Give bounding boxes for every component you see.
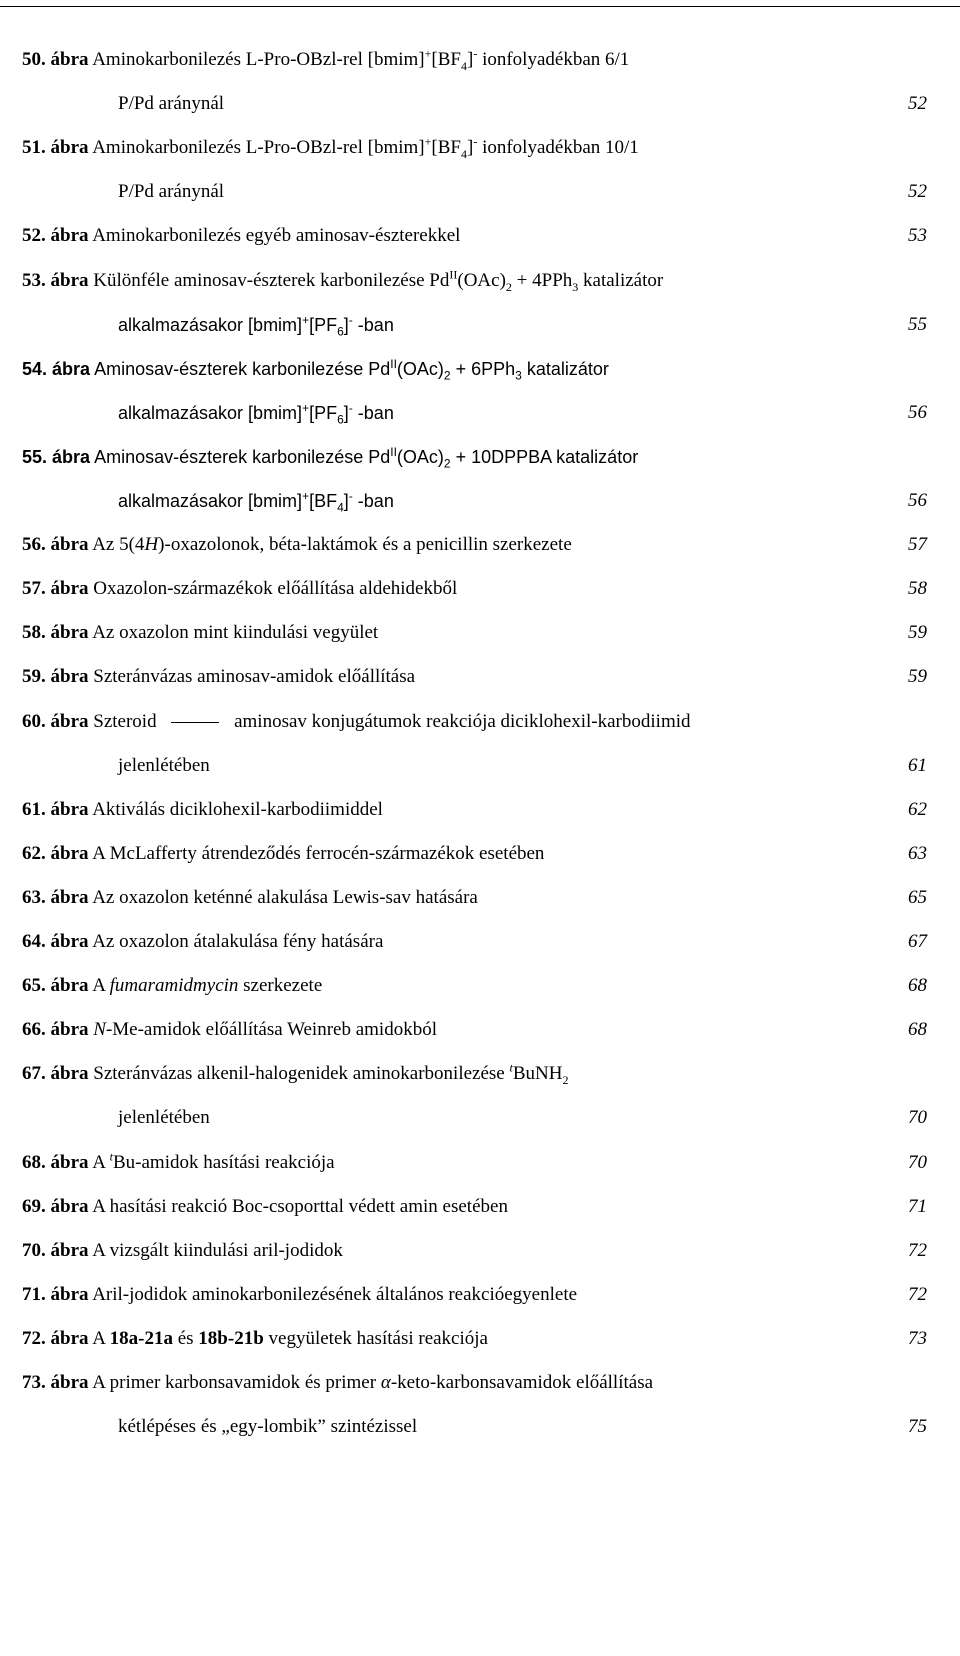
caption-text: Szteroid aminosav konjugátumok reakciója diciklohexil-karbodiimid bbox=[93, 710, 691, 732]
em-dash bbox=[171, 722, 219, 723]
caption-text: jelenlétében bbox=[118, 754, 210, 776]
figure-entry-line bbox=[22, 974, 927, 998]
caption-text: P/Pd aránynál bbox=[118, 181, 225, 203]
figure-entry-line bbox=[22, 930, 927, 954]
page-number: 72 bbox=[908, 1239, 927, 1261]
figure-caption bbox=[22, 710, 691, 734]
figure-number: 70. bbox=[22, 1239, 46, 1261]
caption-text: A vizsgált kiindulási aril-jodidok bbox=[92, 1239, 343, 1261]
figure-word: ábra bbox=[50, 137, 89, 159]
figure-word: ábra bbox=[50, 1372, 89, 1393]
figure-word: ábra bbox=[50, 931, 89, 952]
page-number: 71 bbox=[908, 1195, 927, 1217]
page-number: 72 bbox=[908, 1283, 927, 1305]
page-number: 67 bbox=[908, 931, 927, 952]
figure-word: ábra bbox=[50, 1063, 89, 1085]
figure-caption bbox=[118, 180, 224, 204]
figure-word: ábra bbox=[50, 225, 89, 247]
page-number: 56 bbox=[908, 490, 927, 511]
figure-entry-line bbox=[22, 48, 927, 72]
figure-caption bbox=[22, 842, 544, 866]
figure-number: 60. bbox=[22, 710, 46, 732]
caption-text: Oxazolon-származékok előállítása aldehidekből bbox=[93, 578, 458, 600]
figure-word: ábra bbox=[50, 842, 89, 864]
caption-text: Aminokarbonilezés L-Pro-OBzl-rel $[bmim]^+[BF_4]^-$ ionfolyadékban 10/1 bbox=[92, 134, 639, 161]
caption-text: Különféle aminosav-észterek karbonilezése $Pd^{II}(OAc)_2 + 4PPh_3$ katalizátor bbox=[93, 267, 664, 294]
figure-number: 64. bbox=[22, 931, 46, 952]
figure-caption bbox=[22, 136, 639, 160]
figure-entry-line bbox=[22, 1018, 927, 1042]
figure-caption bbox=[118, 1415, 417, 1439]
figure-word: ábra bbox=[50, 886, 89, 908]
figure-caption bbox=[22, 269, 663, 293]
page-number: 55 bbox=[908, 313, 927, 335]
figure-caption bbox=[22, 1239, 343, 1263]
page-number: 68 bbox=[908, 975, 927, 997]
caption-text: Aminokarbonilezés egyéb aminosav-észterekkel bbox=[92, 225, 461, 247]
page-number: 57 bbox=[908, 534, 927, 556]
figure-word: ábra bbox=[50, 666, 89, 688]
figure-number: 54. bbox=[22, 358, 48, 379]
figure-word: ábra bbox=[50, 1195, 89, 1217]
page-number: 52 bbox=[908, 181, 927, 203]
figure-number: 72. bbox=[22, 1327, 46, 1349]
figure-number: 61. bbox=[22, 798, 46, 820]
figure-entry-line bbox=[22, 754, 927, 778]
figure-number: 62. bbox=[22, 842, 46, 864]
caption-text: A hasítási reakció Boc-csoporttal védett amin esetében bbox=[92, 1195, 508, 1217]
caption-text: Aminosav-észterek karbonilezése $Pd^{II}(OAc)_2$ + 10DPPBA katalizátor bbox=[94, 444, 639, 471]
caption-text: Az oxazolon átalakulása fény hatására bbox=[92, 931, 384, 952]
caption-text: alkalmazásakor $[bmim]^+[BF_4]^-$ -ban bbox=[118, 489, 394, 515]
figure-number: 65. bbox=[22, 975, 46, 997]
caption-text: N-Me-amidok előállítása Weinreb amidokból bbox=[93, 1019, 437, 1041]
page-number: 59 bbox=[908, 622, 927, 644]
figure-caption bbox=[22, 974, 322, 998]
figure-caption bbox=[118, 401, 394, 425]
figure-caption bbox=[22, 48, 629, 72]
figure-word: ábra bbox=[50, 1283, 89, 1305]
figure-word: ábra bbox=[50, 534, 89, 556]
caption-text: alkalmazásakor $[bmim]^+[PF_6]^-$ -ban bbox=[118, 400, 394, 427]
figure-caption bbox=[118, 1106, 210, 1130]
figure-entry-line bbox=[22, 1195, 927, 1219]
figure-entry-line bbox=[22, 1371, 927, 1395]
caption-text: Aminosav-észterek karbonilezése $Pd^{II}(OAc)_2 + 6PPh_3$ katalizátor bbox=[94, 356, 609, 383]
figure-number: 50. bbox=[22, 49, 46, 70]
figure-entry-line bbox=[22, 1239, 927, 1263]
figure-word: ábra bbox=[52, 446, 91, 467]
figure-entry-line bbox=[22, 1151, 927, 1175]
figure-caption bbox=[22, 798, 383, 822]
top-rule bbox=[0, 6, 960, 7]
figure-caption bbox=[22, 1371, 653, 1395]
figure-number: 63. bbox=[22, 886, 46, 908]
figure-entry-line bbox=[22, 1283, 927, 1307]
figure-entry-line bbox=[22, 886, 927, 910]
figure-number: 52. bbox=[22, 225, 46, 247]
figure-word: ábra bbox=[50, 798, 89, 820]
figure-entry-line bbox=[22, 180, 927, 204]
figure-caption bbox=[22, 1327, 488, 1351]
figure-word: ábra bbox=[50, 1327, 89, 1349]
figure-caption bbox=[118, 92, 224, 116]
figure-number: 67. bbox=[22, 1063, 46, 1085]
page-number: 70 bbox=[908, 1151, 927, 1173]
figure-caption bbox=[22, 1151, 335, 1175]
figure-caption bbox=[22, 886, 478, 910]
page-number: 73 bbox=[908, 1327, 927, 1349]
caption-text: Aril-jodidok aminokarbonilezésének általános reakcióegyenlete bbox=[92, 1283, 578, 1305]
page-number: 65 bbox=[908, 886, 927, 908]
figure-caption bbox=[22, 533, 572, 557]
figure-word: ábra bbox=[50, 578, 89, 600]
figure-number: 68. bbox=[22, 1151, 46, 1173]
caption-text: Az 5(4H)-oxazolonok, béta-laktámok és a penicillin szerkezete bbox=[92, 534, 572, 556]
page-number: 59 bbox=[908, 666, 927, 688]
page-number: 63 bbox=[908, 842, 927, 864]
figure-entry-line bbox=[22, 136, 927, 160]
page-number: 70 bbox=[908, 1107, 927, 1129]
caption-text: Szteránvázas alkenil-halogenidek aminokarbonilezése $^t$BuNH$_2$ bbox=[93, 1060, 569, 1088]
figure-caption bbox=[22, 665, 415, 689]
figure-caption bbox=[22, 930, 383, 954]
figure-entry-line bbox=[22, 489, 927, 513]
page-number: 58 bbox=[908, 578, 927, 600]
caption-text: Aminokarbonilezés L-Pro-OBzl-rel $[bmim]^+[BF_4]^-$ ionfolyadékban 6/1 bbox=[92, 46, 630, 73]
figure-entry-line bbox=[22, 1327, 927, 1351]
figure-caption bbox=[22, 1195, 508, 1219]
figure-entry-line bbox=[22, 577, 927, 601]
caption-text: A McLafferty átrendeződés ferrocén-származékok esetében bbox=[92, 842, 545, 864]
figure-entry-line bbox=[22, 665, 927, 689]
page-number: 68 bbox=[908, 1019, 927, 1041]
figure-entry-line bbox=[22, 798, 927, 822]
figure-number: 66. bbox=[22, 1019, 46, 1041]
figure-entry-line bbox=[22, 533, 927, 557]
caption-text: A fumaramidmycin szerkezete bbox=[92, 975, 323, 997]
figure-word: ábra bbox=[50, 975, 89, 997]
caption-text: alkalmazásakor $[bmim]^+[PF_6]^-$ -ban bbox=[118, 312, 394, 339]
figure-word: ábra bbox=[50, 1239, 89, 1261]
figure-entry-line bbox=[22, 313, 927, 337]
page-number: 61 bbox=[908, 754, 927, 776]
caption-text: A 18a-21a és 18b-21b vegyületek hasítási reakciója bbox=[92, 1327, 488, 1349]
figure-caption bbox=[22, 1283, 577, 1307]
page-number: 75 bbox=[908, 1416, 927, 1438]
figure-number: 56. bbox=[22, 534, 46, 556]
figure-caption bbox=[22, 621, 378, 645]
page-number: 62 bbox=[908, 798, 927, 820]
figure-word: ábra bbox=[52, 358, 91, 379]
figure-entry-line bbox=[22, 1106, 927, 1130]
figure-entry-line bbox=[22, 445, 927, 469]
caption-text: Az oxazolon mint kiindulási vegyület bbox=[92, 622, 379, 644]
figure-word: ábra bbox=[50, 1151, 89, 1173]
page-number: 56 bbox=[908, 401, 927, 423]
figure-entry-line bbox=[22, 269, 927, 293]
figure-number: 59. bbox=[22, 666, 46, 688]
figure-caption bbox=[22, 1062, 568, 1086]
caption-text: Aktiválás diciklohexil-karbodiimiddel bbox=[92, 798, 383, 820]
figure-entry-line bbox=[22, 1415, 927, 1439]
figure-caption bbox=[118, 313, 394, 337]
figure-caption bbox=[22, 577, 457, 601]
caption-text: A $^t$Bu-amidok hasítási reakciója bbox=[92, 1149, 335, 1173]
figure-number: 73. bbox=[22, 1372, 46, 1393]
figure-word: ábra bbox=[50, 710, 89, 732]
figure-caption bbox=[22, 224, 460, 248]
figure-number: 58. bbox=[22, 622, 46, 644]
caption-text: kétlépéses és „egy-lombik” szintézissel bbox=[118, 1416, 418, 1438]
caption-text: Az oxazolon keténné alakulása Lewis-sav hatására bbox=[92, 886, 478, 908]
figure-entry-line bbox=[22, 842, 927, 866]
figure-word: ábra bbox=[50, 622, 89, 644]
figure-entry-line bbox=[22, 401, 927, 425]
figure-number: 51. bbox=[22, 137, 46, 159]
figure-word: ábra bbox=[50, 49, 89, 70]
figure-entry-line bbox=[22, 621, 927, 645]
caption-text: P/Pd aránynál bbox=[118, 93, 225, 115]
figure-number: 55. bbox=[22, 446, 48, 467]
figure-entry-line bbox=[22, 357, 927, 381]
caption-text: jelenlétében bbox=[118, 1107, 210, 1129]
figure-number: 69. bbox=[22, 1195, 46, 1217]
figure-caption bbox=[22, 445, 638, 469]
figure-number: 57. bbox=[22, 578, 46, 600]
figure-caption bbox=[118, 754, 210, 778]
figure-caption bbox=[22, 1018, 437, 1042]
figure-entry-line bbox=[22, 710, 927, 734]
figure-entry-line bbox=[22, 92, 927, 116]
figure-word: ábra bbox=[50, 1019, 89, 1041]
figure-caption bbox=[22, 357, 609, 381]
page-number: 53 bbox=[908, 225, 927, 247]
figure-number: 53. bbox=[22, 269, 46, 291]
figure-caption bbox=[118, 489, 394, 513]
caption-text: A primer karbonsavamidok és primer α-keto-karbonsavamidok előállítása bbox=[92, 1372, 654, 1393]
figure-number: 71. bbox=[22, 1283, 46, 1305]
page-number: 52 bbox=[908, 93, 927, 115]
caption-text: Szteránvázas aminosav-amidok előállítása bbox=[93, 666, 416, 688]
figure-word: ábra bbox=[50, 269, 89, 291]
figure-entry-line bbox=[22, 1062, 927, 1086]
figure-entry-line bbox=[22, 224, 927, 248]
